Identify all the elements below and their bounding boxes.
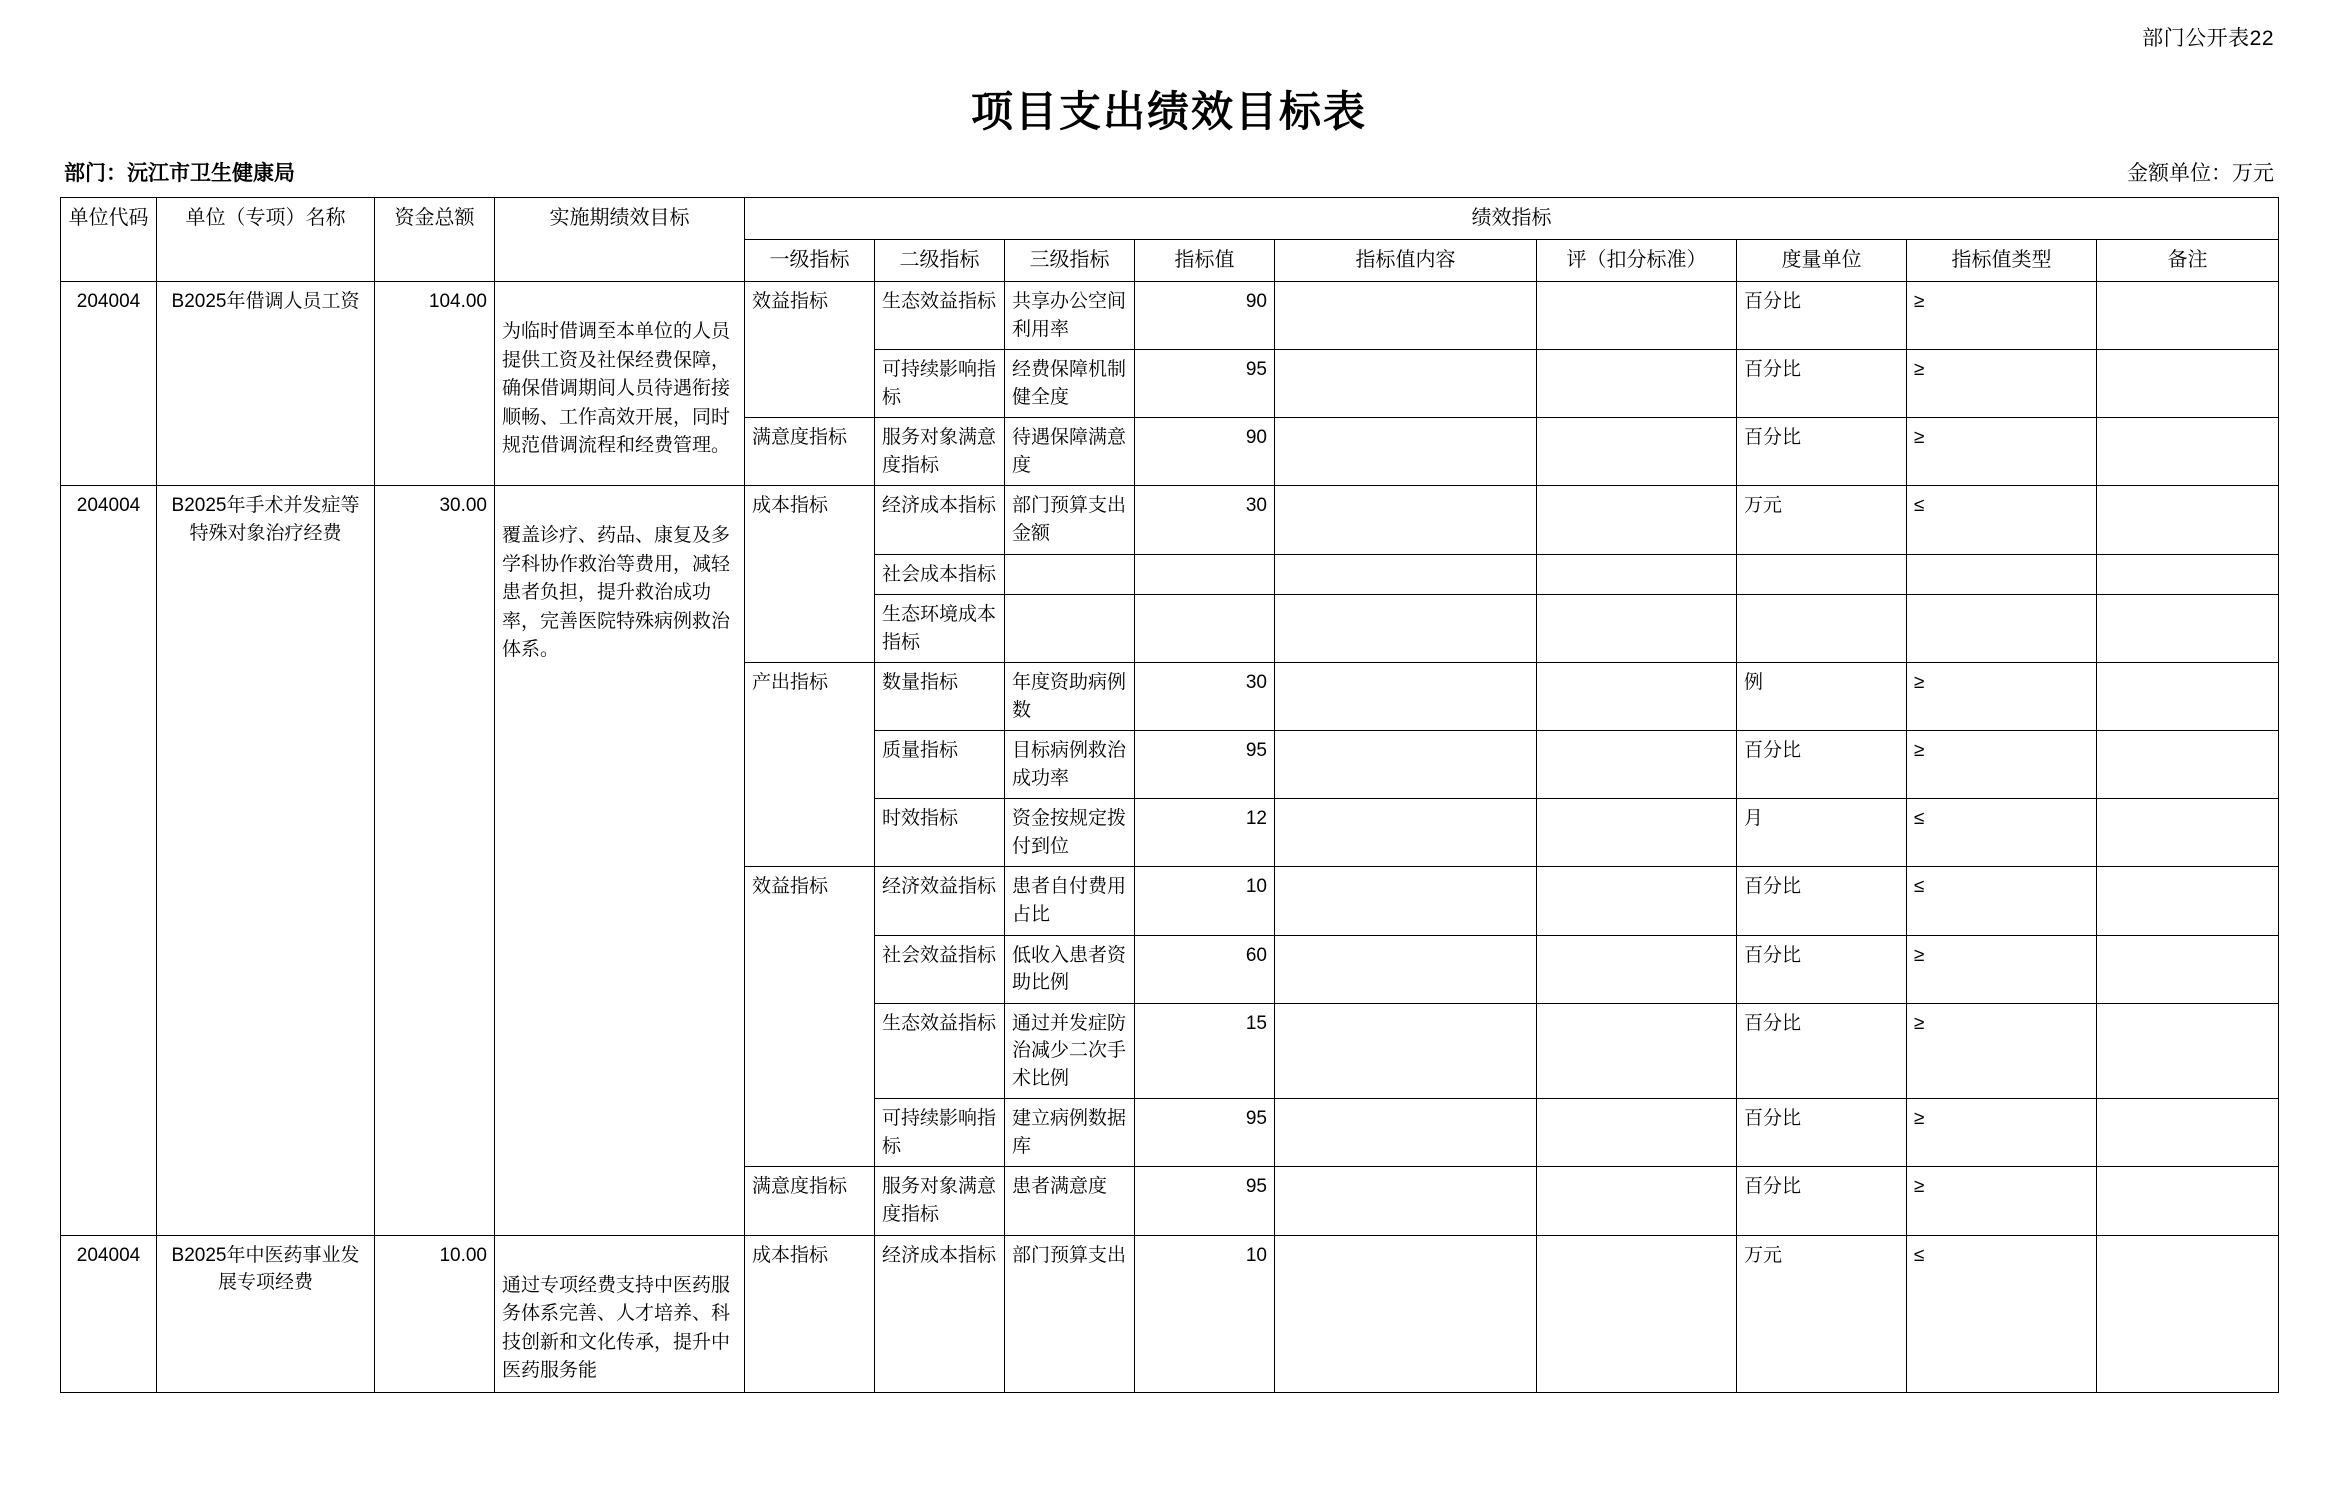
cell-level3: 低收入患者资助比例 [1005,935,1135,1003]
cell-indicator-value-content [1275,935,1537,1003]
cell-level3: 患者满意度 [1005,1167,1135,1235]
cell-level2: 可持续影响指标 [875,350,1005,418]
cell-value-type: ≥ [1907,731,2097,799]
cell-indicator-value-content [1275,1235,1537,1392]
col-scoring: 评（扣分标准） [1537,240,1737,282]
cell-scoring [1537,1235,1737,1392]
cell-value-type: ≤ [1907,1235,2097,1392]
cell-indicator-value: 60 [1135,935,1275,1003]
cell-remark [2097,350,2279,418]
cell-level2: 经济成本指标 [875,1235,1005,1392]
cell-level3: 共享办公空间利用率 [1005,282,1135,350]
cell-level3: 部门预算支出 [1005,1235,1135,1392]
cell-scoring [1537,418,1737,486]
cell-scoring [1537,1099,1737,1167]
cell-level2: 社会效益指标 [875,935,1005,1003]
table-header-row-1 [61,198,2279,240]
cell-indicator-value-content [1275,595,1537,663]
cell-indicator-value: 12 [1135,799,1275,867]
cell-scoring [1537,1003,1737,1099]
cell-level1: 效益指标 [745,282,875,418]
cell-indicator-value: 10 [1135,1235,1275,1392]
cell-scoring [1537,731,1737,799]
cell-level3: 经费保障机制健全度 [1005,350,1135,418]
cell-level3: 待遇保障满意度 [1005,418,1135,486]
cell-value-type: ≥ [1907,282,2097,350]
cell-value-type [1907,595,2097,663]
col-level1: 一级指标 [745,240,875,282]
cell-measure-unit: 例 [1737,663,1907,731]
cell-unit-code: 204004 [61,282,157,486]
cell-indicator-value-content [1275,663,1537,731]
col-total-funds: 资金总额 [375,198,495,282]
cell-measure-unit: 百分比 [1737,1099,1907,1167]
cell-measure-unit: 百分比 [1737,1003,1907,1099]
cell-measure-unit: 百分比 [1737,935,1907,1003]
department-label: 部门：沅江市卫生健康局 [64,162,295,186]
cell-indicator-value-content [1275,282,1537,350]
cell-remark [2097,1099,2279,1167]
cell-scoring [1537,486,1737,554]
cell-value-type: ≥ [1907,418,2097,486]
col-level2: 二级指标 [875,240,1005,282]
cell-remark [2097,554,2279,595]
cell-measure-unit: 百分比 [1737,350,1907,418]
cell-level2: 数量指标 [875,663,1005,731]
page-title: 项目支出绩效目标表 [970,88,1367,136]
cell-level3: 目标病例救治成功率 [1005,731,1135,799]
cell-level2: 生态环境成本指标 [875,595,1005,663]
cell-unit-name: B2025年中医药事业发展专项经费 [157,1235,375,1392]
cell-level2: 质量指标 [875,731,1005,799]
amount-unit-label: 金额单位：万元 [2127,162,2274,186]
cell-remark [2097,1235,2279,1392]
cell-level2: 服务对象满意度指标 [875,418,1005,486]
cell-indicator-value-content [1275,1167,1537,1235]
cell-remark [2097,595,2279,663]
cell-scoring [1537,867,1737,935]
cell-scoring [1537,350,1737,418]
cell-level2: 生态效益指标 [875,282,1005,350]
subheader [60,157,2278,187]
col-level3: 三级指标 [1005,240,1135,282]
cell-remark [2097,418,2279,486]
cell-indicator-value: 95 [1135,350,1275,418]
col-period-goal: 实施期绩效目标 [495,198,745,282]
cell-indicator-value: 95 [1135,1099,1275,1167]
cell-value-type [1907,554,2097,595]
cell-unit-name: B2025年借调人员工资 [157,282,375,486]
cell-measure-unit: 百分比 [1737,282,1907,350]
cell-level3 [1005,554,1135,595]
col-unit-name: 单位（专项）名称 [157,198,375,282]
cell-period-goal: 覆盖诊疗、药品、康复及多学科协作救治等费用，减轻患者负担，提升救治成功率，完善医院特殊病例救治体系。 [495,486,745,1235]
table-body [61,282,2279,1392]
cell-unit-name: B2025年手术并发症等特殊对象治疗经费 [157,486,375,1235]
cell-scoring [1537,799,1737,867]
cell-level3: 部门预算支出金额 [1005,486,1135,554]
cell-level3 [1005,595,1135,663]
cell-remark [2097,486,2279,554]
cell-remark [2097,935,2279,1003]
cell-measure-unit [1737,554,1907,595]
cell-indicator-value-content [1275,554,1537,595]
cell-unit-code: 204004 [61,486,157,1235]
cell-remark [2097,867,2279,935]
cell-indicator-value: 30 [1135,486,1275,554]
cell-value-type: ≤ [1907,486,2097,554]
cell-value-type: ≤ [1907,867,2097,935]
cell-level1: 成本指标 [745,486,875,663]
cell-scoring [1537,554,1737,595]
cell-level3: 资金按规定拨付到位 [1005,799,1135,867]
cell-indicator-value: 15 [1135,1003,1275,1099]
cell-indicator-value-content [1275,867,1537,935]
cell-level3: 年度资助病例数 [1005,663,1135,731]
cell-scoring [1537,935,1737,1003]
cell-period-goal: 通过专项经费支持中医药服务体系完善、人才培养、科技创新和文化传承，提升中医药服务能 [495,1235,745,1392]
cell-indicator-value-content [1275,418,1537,486]
cell-scoring [1537,595,1737,663]
cell-level3: 患者自付费用占比 [1005,867,1135,935]
cell-level2: 经济成本指标 [875,486,1005,554]
col-indicator-value: 指标值 [1135,240,1275,282]
cell-level2: 社会成本指标 [875,554,1005,595]
cell-value-type: ≤ [1907,799,2097,867]
cell-indicator-value: 95 [1135,1167,1275,1235]
cell-total-funds: 30.00 [375,486,495,1235]
col-remark: 备注 [2097,240,2279,282]
cell-level2: 可持续影响指标 [875,1099,1005,1167]
cell-remark [2097,799,2279,867]
cell-indicator-value: 90 [1135,282,1275,350]
cell-measure-unit [1737,595,1907,663]
cell-value-type: ≥ [1907,350,2097,418]
cell-level2: 经济效益指标 [875,867,1005,935]
cell-value-type: ≥ [1907,1003,2097,1099]
cell-indicator-value-content [1275,486,1537,554]
table-row [61,282,2279,350]
cell-indicator-value-content [1275,799,1537,867]
performance-goal-table [60,197,2279,1392]
cell-value-type: ≥ [1907,663,2097,731]
cell-indicator-value: 30 [1135,663,1275,731]
cell-remark [2097,282,2279,350]
cell-level2: 服务对象满意度指标 [875,1167,1005,1235]
cell-scoring [1537,282,1737,350]
cell-level2: 生态效益指标 [875,1003,1005,1099]
col-unit-code: 单位代码 [61,198,157,282]
cell-remark [2097,731,2279,799]
cell-indicator-value [1135,554,1275,595]
col-indicator-value-content: 指标值内容 [1275,240,1537,282]
cell-level3: 建立病例数据库 [1005,1099,1135,1167]
cell-remark [2097,1003,2279,1099]
cell-level1: 产出指标 [745,663,875,867]
cell-indicator-value-content [1275,1099,1537,1167]
cell-remark [2097,663,2279,731]
col-performance-indicators: 绩效指标 [745,198,2279,240]
cell-level1: 满意度指标 [745,1167,875,1235]
cell-remark [2097,1167,2279,1235]
cell-measure-unit: 百分比 [1737,731,1907,799]
cell-indicator-value [1135,595,1275,663]
cell-indicator-value: 90 [1135,418,1275,486]
form-number: 部门公开表22 [2142,27,2274,50]
cell-total-funds: 10.00 [375,1235,495,1392]
cell-unit-code: 204004 [61,1235,157,1392]
cell-scoring [1537,1167,1737,1235]
cell-value-type: ≥ [1907,1167,2097,1235]
col-measure-unit: 度量单位 [1737,240,1907,282]
cell-level3: 通过并发症防治减少二次手术比例 [1005,1003,1135,1099]
table-row [61,486,2279,554]
table-row [61,1235,2279,1392]
cell-scoring [1537,663,1737,731]
cell-level1: 效益指标 [745,867,875,1167]
cell-measure-unit: 百分比 [1737,867,1907,935]
cell-level1: 满意度指标 [745,418,875,486]
cell-measure-unit: 万元 [1737,486,1907,554]
cell-indicator-value-content [1275,1003,1537,1099]
cell-indicator-value-content [1275,731,1537,799]
cell-measure-unit: 百分比 [1737,418,1907,486]
cell-period-goal: 为临时借调至本单位的人员提供工资及社保经费保障，确保借调期间人员待遇衔接顺畅、工作高效开展，同时规范借调流程和经费管理。 [495,282,745,486]
cell-measure-unit: 百分比 [1737,1167,1907,1235]
cell-indicator-value: 10 [1135,867,1275,935]
cell-total-funds: 104.00 [375,282,495,486]
cell-measure-unit: 万元 [1737,1235,1907,1392]
cell-value-type: ≥ [1907,935,2097,1003]
cell-measure-unit: 月 [1737,799,1907,867]
cell-level1: 成本指标 [745,1235,875,1392]
cell-indicator-value: 95 [1135,731,1275,799]
col-value-type: 指标值类型 [1907,240,2097,282]
cell-level2: 时效指标 [875,799,1005,867]
cell-indicator-value-content [1275,350,1537,418]
cell-value-type: ≥ [1907,1099,2097,1167]
